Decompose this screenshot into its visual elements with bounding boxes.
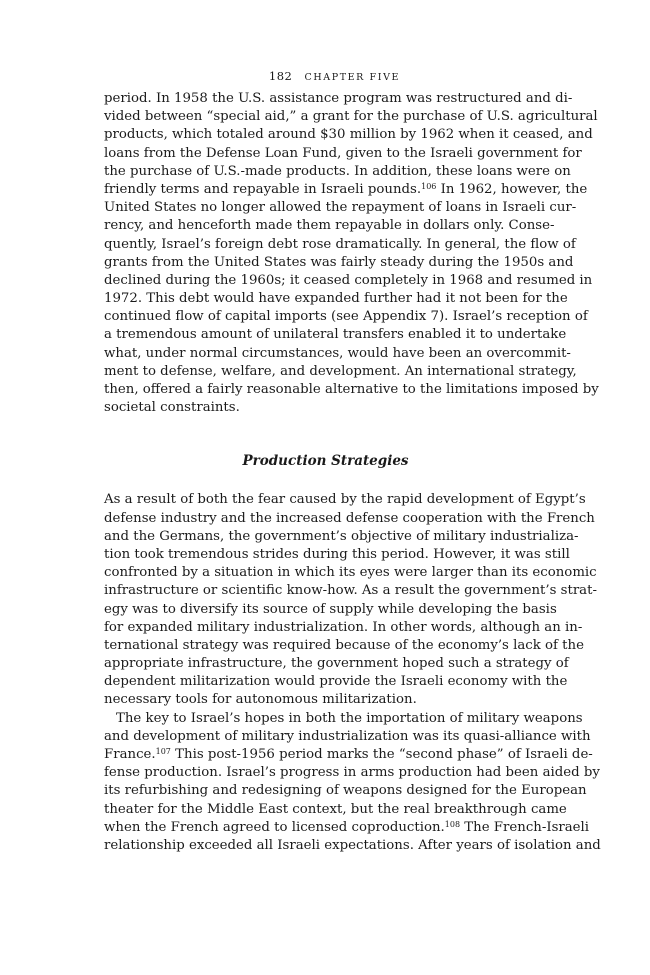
line-text: fense production. Israel’s progress in arms production had been aided by (104, 765, 600, 781)
text-line (104, 363, 577, 381)
text-line (104, 272, 593, 290)
line-text: ment to defense, welfare, and development. An international strategy, (104, 363, 577, 379)
text-line (104, 145, 582, 163)
text-line (104, 217, 555, 235)
line-text: societal constraints. (104, 400, 240, 416)
line-text: its refurbishing and redesigning of weapons designed for the European (104, 783, 587, 799)
text-line (104, 655, 569, 673)
line-text: infrastructure or scientific know-how. As a result the government’s strat- (104, 583, 597, 599)
text-line (104, 728, 591, 746)
line-text: a tremendous amount of unilateral transfers enabled it to undertake (104, 327, 567, 343)
running-head (122, 66, 547, 86)
line-text: continued flow of capital imports (see Appendix 7). Israel’s reception of (104, 309, 588, 325)
line-text: egy was to diversify its source of supply while developing the basis (104, 601, 557, 617)
text-line (104, 819, 590, 837)
text-line (104, 764, 600, 782)
text-line (104, 254, 574, 272)
line-text: what, under normal circumstances, would have been an overcommit- (104, 345, 571, 361)
text-line (104, 637, 584, 655)
book-page (104, 66, 601, 855)
text-line (104, 710, 583, 728)
line-text: the purchase of U.S.-made products. In addition, these loans were on (104, 163, 571, 179)
line-text: relationship exceeded all Israeli expectations. After years of isolation and (104, 837, 601, 853)
line-text: products, which totaled around $30 million by 1962 when it ceased, and (104, 127, 593, 143)
line-text: confronted by a situation in which its eyes were larger than its economic (104, 565, 597, 581)
line-text: As a result of both the fear caused by the rapid development of Egypt’s (104, 492, 586, 508)
line-text: appropriate infrastructure, the government hoped such a strategy of (104, 656, 569, 672)
line-text: tion took tremendous strides during this period. However, it was still (104, 546, 570, 562)
text-line (104, 601, 557, 619)
text-line (104, 345, 571, 363)
text-line (104, 326, 567, 344)
line-text: when the French agreed to licensed coproduction. (104, 819, 445, 835)
section-heading: Production Strategies (242, 453, 409, 470)
line-text: The key to Israel’s hopes in both the importation of military weapons (116, 710, 583, 726)
line-text: then, offered a fairly reasonable alternative to the limitations imposed by (104, 382, 599, 397)
footnote-reference[interactable]: 108 (444, 819, 461, 829)
line-text: necessary tools for autonomous militarization. (104, 692, 417, 708)
text-line (104, 108, 598, 126)
line-text: This post-1956 period marks the “second phase” of Israeli de- (170, 747, 593, 762)
line-text: grants from the United States was fairly steady during the 1950s and (104, 254, 574, 270)
line-text: loans from the Defense Loan Fund, given to the Israeli government for (104, 145, 582, 161)
text-line (104, 837, 601, 855)
text-line (104, 381, 599, 399)
text-line (104, 619, 583, 637)
text-line (104, 528, 579, 546)
text-line (104, 491, 586, 509)
page-number: 182 (268, 69, 293, 83)
text-line (104, 746, 593, 764)
chapter-title: CHAPTER FIVE (304, 72, 401, 83)
text-line (104, 801, 567, 819)
line-text: defense industry and the increased defense cooperation with the French (104, 510, 595, 526)
line-text: vided between “special aid,” a grant for the purchase of U.S. agricultural (104, 109, 598, 125)
line-text: theater for the Middle East context, but the real breakthrough came (104, 801, 567, 817)
line-text: and the Germans, the government’s objective of military industrializa- (104, 528, 579, 544)
text-line (104, 564, 597, 582)
footnote-reference[interactable]: 107 (155, 747, 171, 756)
line-text: rency, and henceforth made them repayable in dollars only. Conse- (104, 218, 555, 234)
line-text: and development of military industrialization was its quasi-alliance with (104, 728, 591, 744)
text-line (104, 546, 570, 564)
text-line (104, 126, 593, 144)
paragraph-1 (104, 90, 599, 417)
text-line (104, 510, 595, 528)
line-text: France. (104, 747, 156, 762)
paragraph-3 (104, 710, 601, 856)
line-text: for expanded military industrialization. In other words, although an in- (104, 619, 583, 635)
line-text: The French-Israeli (460, 819, 590, 835)
line-text: dependent militarization would provide the Israeli economy with the (104, 674, 568, 690)
line-text: friendly terms and repayable in Israeli pounds. (104, 181, 422, 197)
line-text: quently, Israel’s foreign debt rose dramatically. In general, the flow of (104, 236, 576, 252)
line-text: declined during the 1960s; it ceased completely in 1968 and resumed in (104, 272, 593, 288)
text-line (104, 236, 576, 254)
text-line (104, 181, 588, 199)
text-line (104, 163, 571, 181)
line-text: ternational strategy was required because of the economy’s lack of the (104, 637, 584, 653)
line-text: In 1962, however, the (436, 181, 588, 197)
line-text: 1972. This debt would have expanded further had it not been for the (104, 291, 568, 307)
line-text: United States no longer allowed the repayment of loans in Israeli cur- (104, 200, 577, 216)
text-line (104, 782, 587, 800)
text-line (104, 673, 568, 691)
text-line (104, 90, 573, 108)
text-line (104, 308, 588, 326)
text-line (104, 691, 547, 709)
paragraph-2 (104, 491, 597, 709)
text-line (104, 399, 547, 417)
text-line (104, 199, 577, 217)
text-line (104, 290, 568, 308)
footnote-reference[interactable]: 106 (421, 181, 437, 191)
line-text: period. In 1958 the U.S. assistance program was restructured and di- (104, 91, 573, 106)
text-line (104, 582, 597, 600)
